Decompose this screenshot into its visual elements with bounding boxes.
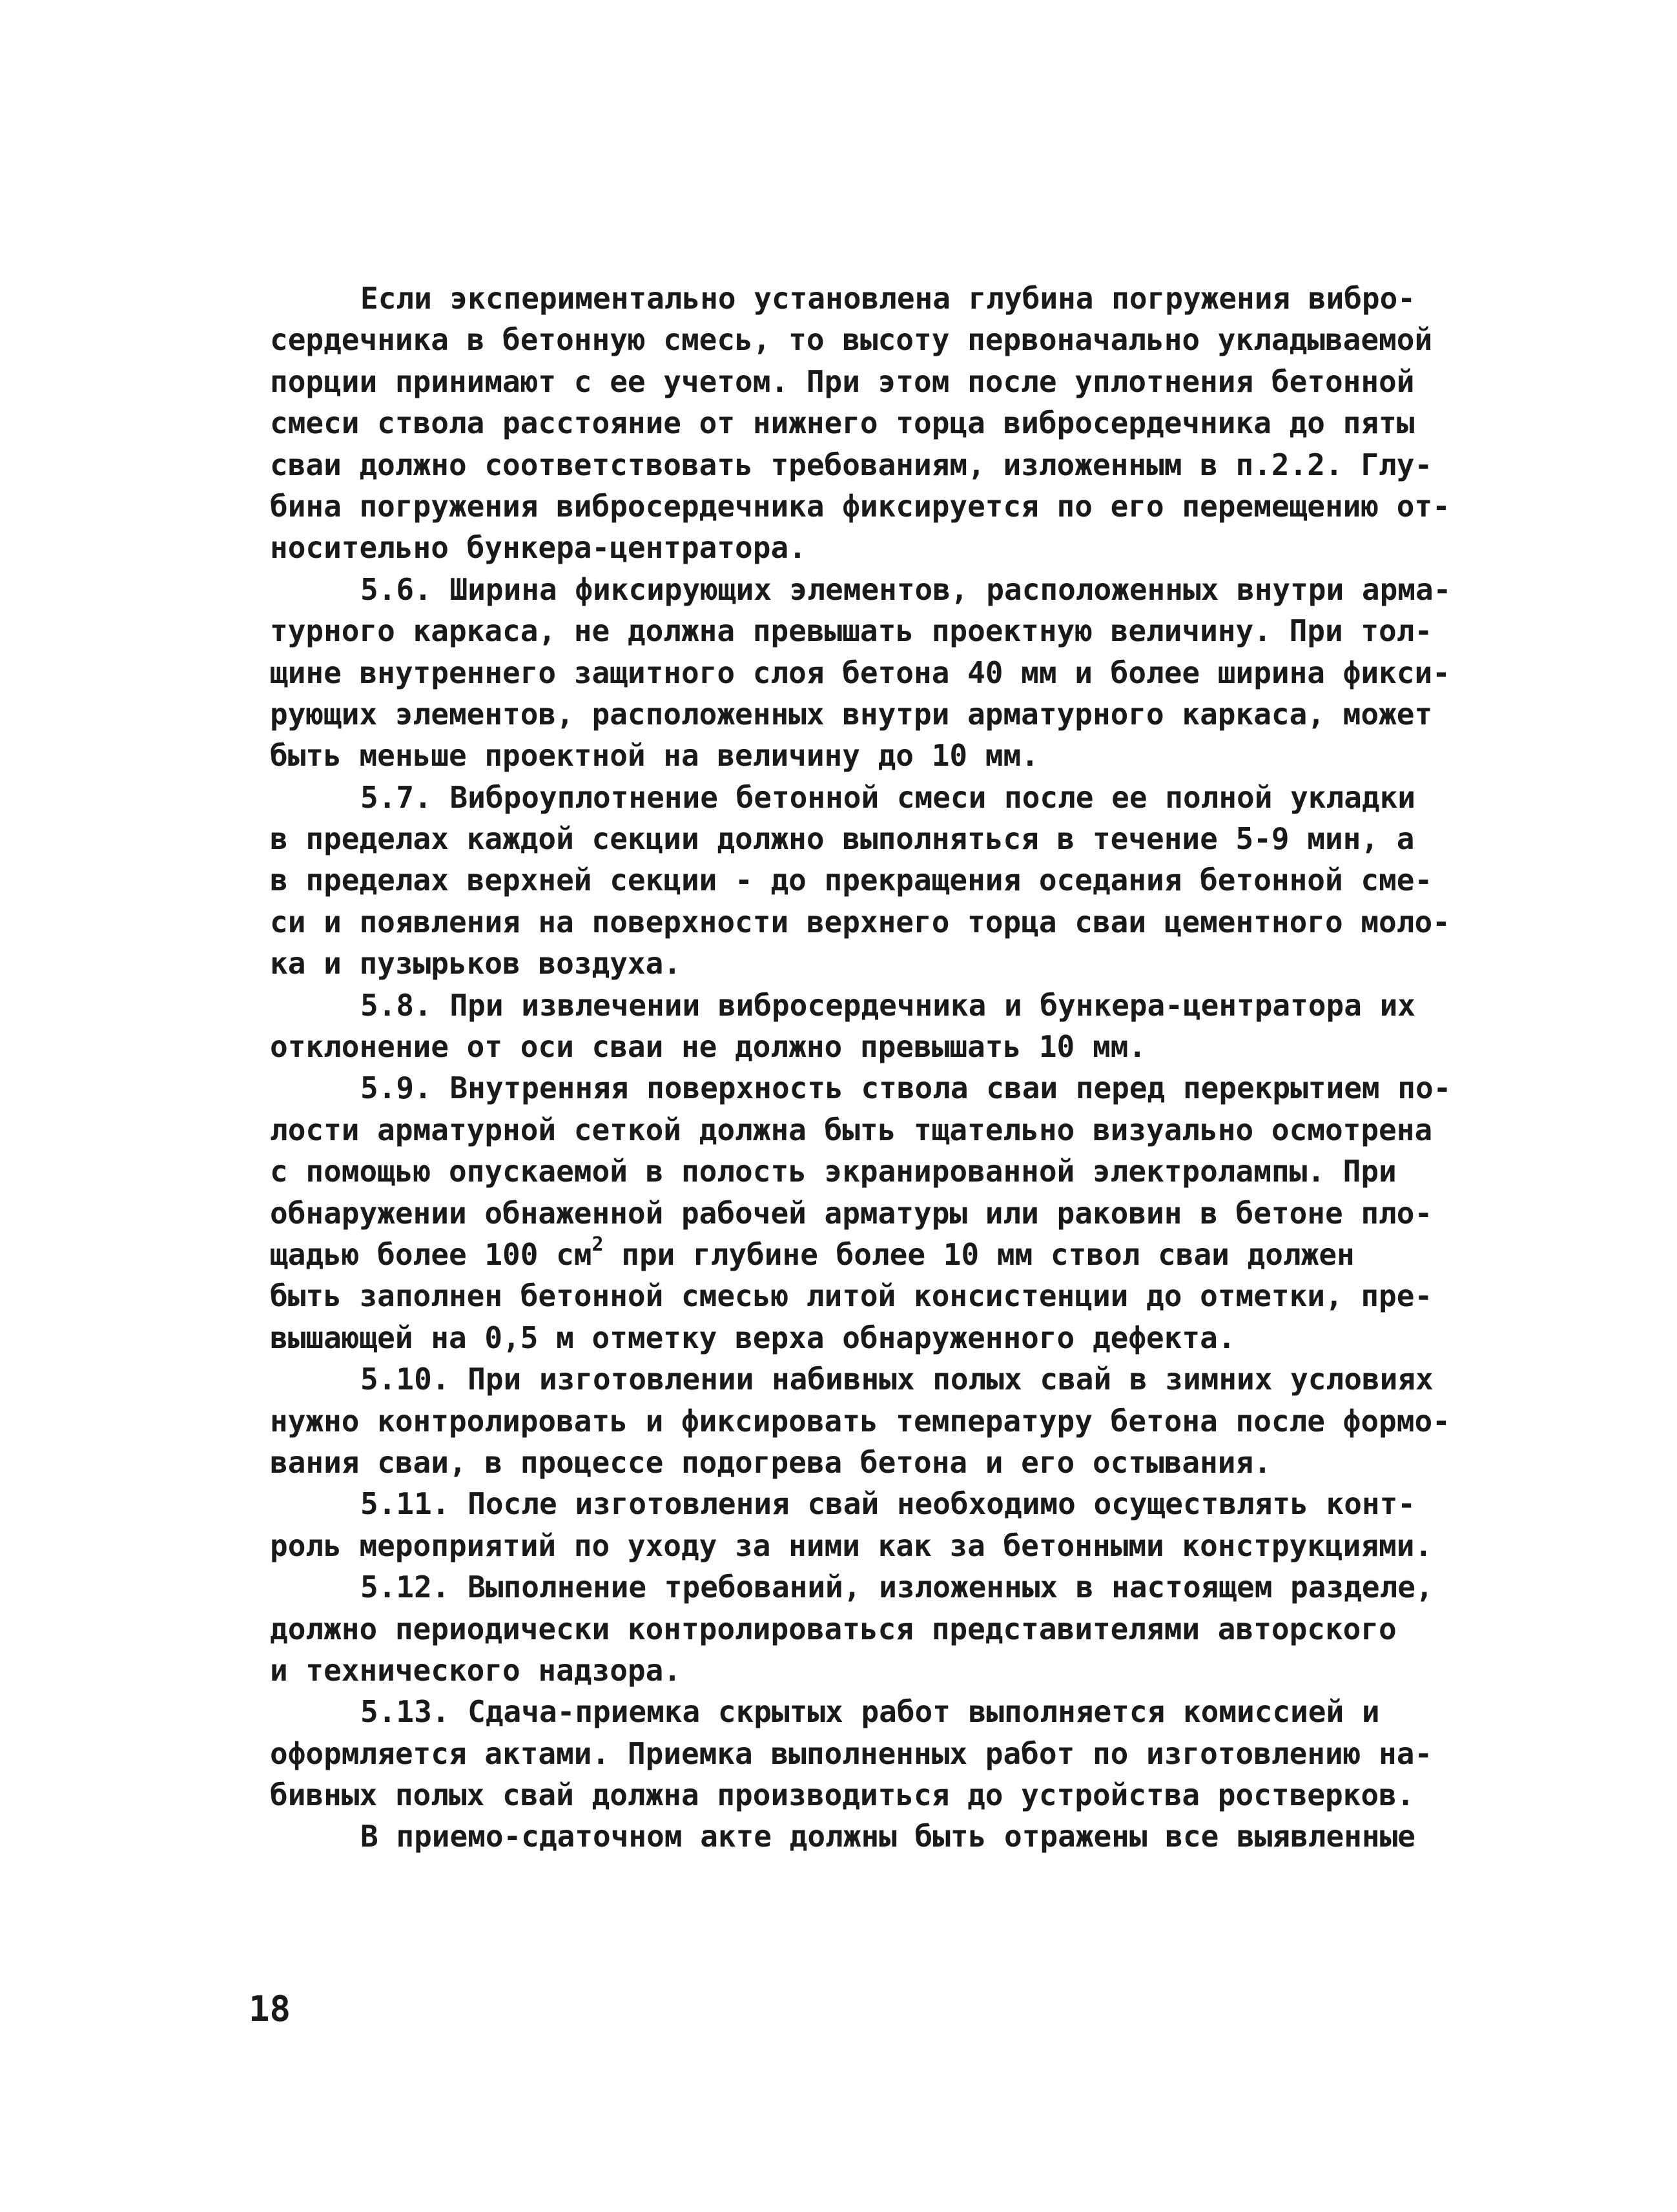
paragraph-line: сердечника в бетонную смесь, то высоту первоначально укладываемой [270, 322, 1433, 358]
superscript-square: 2 [592, 1233, 604, 1256]
body-text [270, 278, 1452, 1858]
paragraph-line: роль мероприятий по уходу за ними как за бетонными конструкциями. [270, 1528, 1433, 1563]
paragraph-line: 5.13. Сдача-приемка скрытых работ выполняется комиссией и [360, 1694, 1380, 1730]
paragraph-line: лости арматурной сеткой должна быть тщательно визуально осмотрена [270, 1112, 1433, 1147]
paragraph-line: 5.10. При изготовлении набивных полых свай в зимних условиях [360, 1362, 1434, 1397]
paragraph-line: рующих элементов, расположенных внутри арматурного каркаса, может [270, 696, 1433, 732]
paragraph-line: вышающей на 0,5 м отметку верха обнаруженного дефекта. [270, 1320, 1236, 1355]
paragraph-line: турного каркаса, не должна превышать проектную величину. При тол- [270, 613, 1433, 649]
line-tail: при глубине более 10 мм ствол сваи должен [603, 1236, 1355, 1272]
paragraph-line: быть заполнен бетонной смесью литой консистенции до отметки, пре- [270, 1278, 1433, 1314]
paragraph-line: быть меньше проектной на величину до 10 мм. [270, 738, 1039, 773]
paragraph-line: смеси ствола расстояние от нижнего торца вибросердечника до пяты [270, 405, 1415, 441]
paragraph-line: щине внутреннего защитного слоя бетона 40 мм и более ширина фикси- [270, 655, 1450, 690]
paragraph-line: бивных полых свай должна производиться до устройства ростверков. [270, 1777, 1415, 1813]
paragraph-line: 5.6. Ширина фиксирующих элементов, расположенных внутри арма- [360, 571, 1452, 607]
paragraph-line: носительно бункера-центратора. [270, 530, 807, 566]
line-head: щадью более 100 см [270, 1236, 592, 1272]
paragraph-line: 5.9. Внутренняя поверхность ствола сваи перед перекрытием по- [360, 1070, 1452, 1106]
paragraph-line: 5.8. При извлечении вибросердечника и бункера-центратора их [360, 987, 1415, 1023]
paragraph-line: оформляется актами. Приемка выполненных работ по изготовлению на- [270, 1736, 1433, 1771]
paragraph-line: обнаружении обнаженной рабочей арматуры или раковин в бетоне пло- [270, 1195, 1433, 1231]
paragraph-line: бина погружения вибросердечника фиксируется по его перемещению от- [270, 488, 1450, 524]
paragraph-line: в пределах каждой секции должно выполняться в течение 5-9 мин, а [270, 821, 1415, 857]
paragraph-line: сваи должно соответствовать требованиям, изложенным в п.2.2. Глу- [270, 447, 1433, 482]
paragraph-line: си и появления на поверхности верхнего торца сваи цементного моло- [270, 904, 1450, 939]
paragraph-line: и технического надзора. [270, 1652, 681, 1688]
paragraph-line-with-superscript [270, 1234, 1419, 1275]
page-number: 18 [249, 1989, 291, 2029]
paragraph-line: вания сваи, в процессе подогрева бетона и его остывания. [270, 1444, 1271, 1480]
paragraph-line: Если экспериментально установлена глубина погружения вибро- [360, 281, 1415, 316]
paragraph-line: порции принимают с ее учетом. При этом после уплотнения бетонной [270, 364, 1415, 399]
paragraph-line: В приемо-сдаточном акте должны быть отражены все выявленные [360, 1819, 1415, 1854]
paragraph-line: 5.7. Виброуплотнение бетонной смеси после ее полной укладки [360, 779, 1415, 815]
paragraph-line: должно периодически контролироваться представителями авторского [270, 1611, 1397, 1646]
paragraph-line: 5.11. После изготовления свай необходимо осуществлять конт- [360, 1486, 1415, 1522]
paragraph-line: нужно контролировать и фиксировать температуру бетона после формо- [270, 1403, 1450, 1439]
paragraph-line: отклонение от оси сваи не должно превышать 10 мм. [270, 1029, 1147, 1065]
paragraph-line: ка и пузырьков воздуха. [270, 946, 681, 981]
paragraph-line: 5.12. Выполнение требований, изложенных в настоящем разделе, [360, 1570, 1434, 1605]
paragraph-line: в пределах верхней секции - до прекращения оседания бетонной сме- [270, 863, 1433, 898]
paragraph-line: с помощью опускаемой в полость экранированной электролампы. При [270, 1154, 1397, 1189]
